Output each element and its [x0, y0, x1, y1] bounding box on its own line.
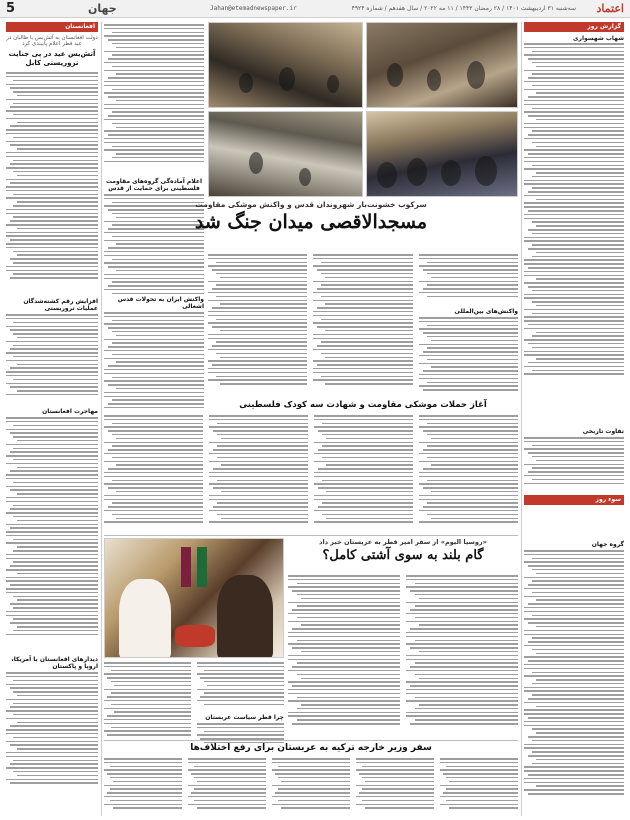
group-kicker: گروه جهان: [591, 541, 624, 548]
right-column: [524, 22, 624, 816]
photo-crowd: [366, 111, 518, 197]
side-story-body: [104, 24, 204, 174]
afghan-body-2: [6, 314, 98, 404]
issue-dateline: سه‌شنبه ۳۱ اردیبهشت ۱۴۰۱ / ۲۸ رمضان ۱۴۴۳ / ۱۱ مه ۲۰۲۲ / سال هفدهم / شماره ۴۹۲۴: [351, 5, 576, 12]
afghan-body-1: [6, 72, 98, 294]
page-number: 5: [6, 1, 16, 16]
column-tag-bottom: سوء روز: [524, 495, 624, 505]
rocket-story-headline: آغاز حملات موشکی مقاومت و شهادت سه کودک فلسطینی: [239, 400, 487, 410]
section-divider-2: [104, 740, 518, 741]
section-divider: [104, 535, 518, 536]
bottom-story-body: [524, 550, 624, 810]
turkey-story-body: [104, 758, 518, 816]
left-column: [6, 22, 98, 816]
report-byline: شهاب شهسواری: [573, 35, 624, 42]
rocket-story-body: [104, 415, 518, 533]
qatar-story-kicker: «روسیا الیوم» از سفر امیر قطر به عربستان خبر داد: [319, 538, 487, 546]
photo-aqsa-clashes: [366, 22, 518, 108]
photo-collage: [208, 22, 518, 197]
afghan-headline: آتش‌بس عید در پی جنایت تروریستی کابل: [8, 50, 96, 68]
report-body: [524, 43, 624, 398]
qatar-subhead: چرا قطر سیاست عربستان: [205, 714, 284, 721]
analysis-kicker: تفاوت تاریخی: [582, 428, 624, 435]
lead-story-body: [208, 254, 518, 400]
main-area: [104, 22, 518, 816]
qatar-story-headline-block: [288, 538, 518, 563]
column-tag-report: گزارش روز: [524, 22, 624, 32]
afghan-subhead-migration: مهاجرت افغانستان: [42, 408, 98, 416]
analysis-body: [524, 437, 624, 489]
afghan-lead: دولت افغانستان به آتش‌بس با طالبان در عید فطر اعلام پایبندی کرد: [6, 35, 98, 47]
lead-story-kicker: سرکوب خشونت‌بار شهروندان قدس و واکنش موشکی مقاومت: [195, 200, 427, 209]
photo-qatar-saudi-meeting: [104, 538, 284, 658]
column-rule-right: [521, 22, 522, 816]
afghan-body-4: [6, 672, 98, 792]
lead-story-side-col: [104, 292, 204, 419]
column-rule-left: [101, 22, 102, 816]
newspaper-logo: اعتماد: [596, 2, 624, 15]
side-story-top: [104, 22, 204, 307]
photo-mosque-interior: [208, 22, 363, 108]
afghan-subhead-casualties: افزایش رقم کشته‌شدگان عملیات تروریستی: [23, 298, 98, 313]
rocket-story-headline-wrap: [208, 400, 518, 411]
afghan-subhead-talks: دیدارهای افغانستان با آمریکا، اروپا و پاکستان: [11, 656, 98, 671]
turkey-story-headline-wrap: [104, 743, 518, 755]
qatar-story-headline: گام بلند به سوی آشتی کامل؟: [322, 548, 484, 563]
qatar-story-body: [288, 575, 518, 738]
qatar-story-under-photo: [104, 662, 284, 750]
section-name: جهان: [88, 2, 117, 15]
side-story-subhead: اعلام آماده‌گی گروه‌های مقاومت فلسطینی برای حمایت از قدس: [105, 178, 203, 192]
page-header: [0, 0, 630, 18]
lead-story-headline: مسجدالاقصی میدان جنگ شد: [194, 211, 428, 233]
afghan-body-3: [6, 417, 98, 652]
turkey-story-headline: سفر وزیر خارجه ترکیه به عربستان برای رفع اختلاف‌ها: [190, 743, 432, 753]
lead-story-headline-block: [104, 200, 518, 233]
section-email: Jahan@etemadnewspaper.ir: [210, 5, 297, 12]
column-tag-afghanistan: افغانستان: [6, 22, 98, 32]
lead-subhead-iran: واکنش ایران به تحولات قدس اشغالی: [117, 296, 204, 310]
lead-subhead-intl: واکنش‌های بین‌المللی: [454, 308, 518, 315]
photo-courtyard: [208, 111, 363, 197]
